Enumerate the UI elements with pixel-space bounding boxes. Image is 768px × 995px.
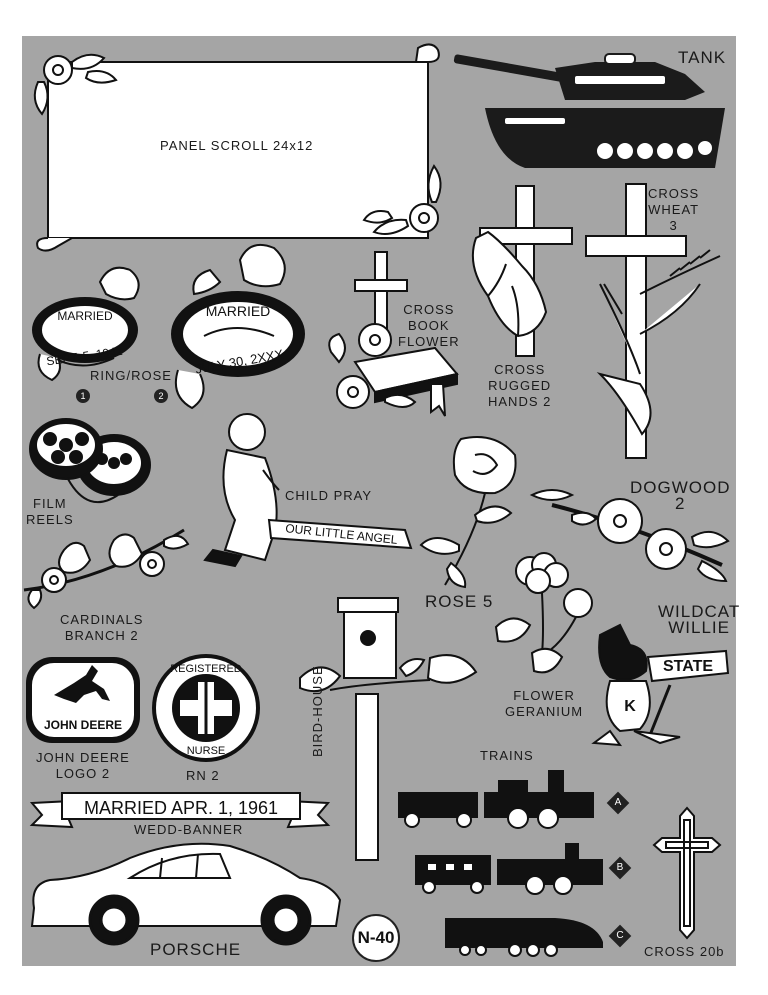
train-b-marker: B bbox=[609, 857, 632, 880]
wildcat-willie-art bbox=[590, 625, 730, 755]
ring-rose-art-2 bbox=[170, 240, 310, 420]
train-a-art bbox=[398, 770, 598, 830]
wedding-banner-text: MARRIED APR. 1, 1961 bbox=[83, 798, 279, 818]
ring-marker-1: 1 bbox=[76, 389, 90, 403]
flower-geranium-label: FLOWER GERANIUM bbox=[505, 688, 584, 719]
film-reels-label: FILM REELS bbox=[26, 496, 74, 527]
rose-label: ROSE 5 bbox=[425, 592, 494, 611]
date-text-2: JULY 30, 2XXX bbox=[194, 346, 285, 377]
trains-label: TRAINS bbox=[480, 748, 534, 763]
porsche-art bbox=[30, 838, 346, 946]
state-pennant-text: STATE bbox=[662, 658, 714, 675]
tank-art bbox=[455, 48, 735, 178]
train-b-art bbox=[415, 843, 605, 895]
cross-wheat-label: CROSS WHEAT 3 bbox=[648, 186, 700, 233]
dogwood-label: DOGWOOD 2 bbox=[630, 478, 731, 513]
bird-house-label: BIRD-HOUSE bbox=[310, 665, 325, 757]
registered-nurse-art bbox=[150, 652, 262, 764]
cross-book-flower-label: CROSS BOOK FLOWER bbox=[398, 302, 460, 349]
cross-20b-art bbox=[654, 808, 720, 940]
panel-scroll-label: PANEL SCROLL 24x12 bbox=[160, 138, 314, 153]
angel-banner-text: OUR LITTLE ANGEL bbox=[284, 521, 399, 547]
child-pray-label: CHILD PRAY bbox=[285, 488, 373, 503]
cross-rugged-hands-art bbox=[466, 186, 576, 356]
train-c-art bbox=[445, 912, 605, 956]
rn-label: RN 2 bbox=[186, 768, 220, 783]
cross-rugged-hands-label: CROSS RUGGED HANDS 2 bbox=[488, 362, 552, 409]
registered-text: REGISTERED bbox=[170, 663, 242, 675]
cross-20b-label: CROSS 20b bbox=[644, 944, 725, 959]
wildcat-willie-label: WILDCAT WILLIE bbox=[658, 602, 741, 637]
porsche-label: PORSCHE bbox=[150, 940, 242, 959]
john-deere-logo-label: JOHN DEERE LOGO 2 bbox=[36, 750, 130, 781]
ring-marker-2: 2 bbox=[154, 389, 168, 403]
flower-geranium-art bbox=[492, 553, 597, 683]
nurse-text: NURSE bbox=[186, 745, 226, 757]
ring-rose-label: RING/ROSE bbox=[90, 368, 172, 383]
train-c-marker: C bbox=[609, 925, 632, 948]
date-text-1: SEPT. 5, 1942 bbox=[45, 343, 124, 369]
k-letter-text: K bbox=[624, 698, 636, 715]
cardinals-branch-label: CARDINALS BRANCH 2 bbox=[60, 612, 144, 643]
wedd-banner-label: WEDD-BANNER bbox=[134, 822, 244, 837]
cardinals-branch-art bbox=[24, 520, 189, 615]
train-a-marker: A bbox=[607, 792, 630, 815]
john-deere-text: JOHN DEERE bbox=[43, 718, 123, 732]
john-deere-logo-art bbox=[24, 655, 142, 745]
married-text-1: MARRIED bbox=[57, 309, 113, 323]
married-text-2: MARRIED bbox=[205, 303, 271, 319]
tank-label: TANK bbox=[678, 48, 727, 67]
page-code-badge: N-40 bbox=[352, 914, 400, 962]
